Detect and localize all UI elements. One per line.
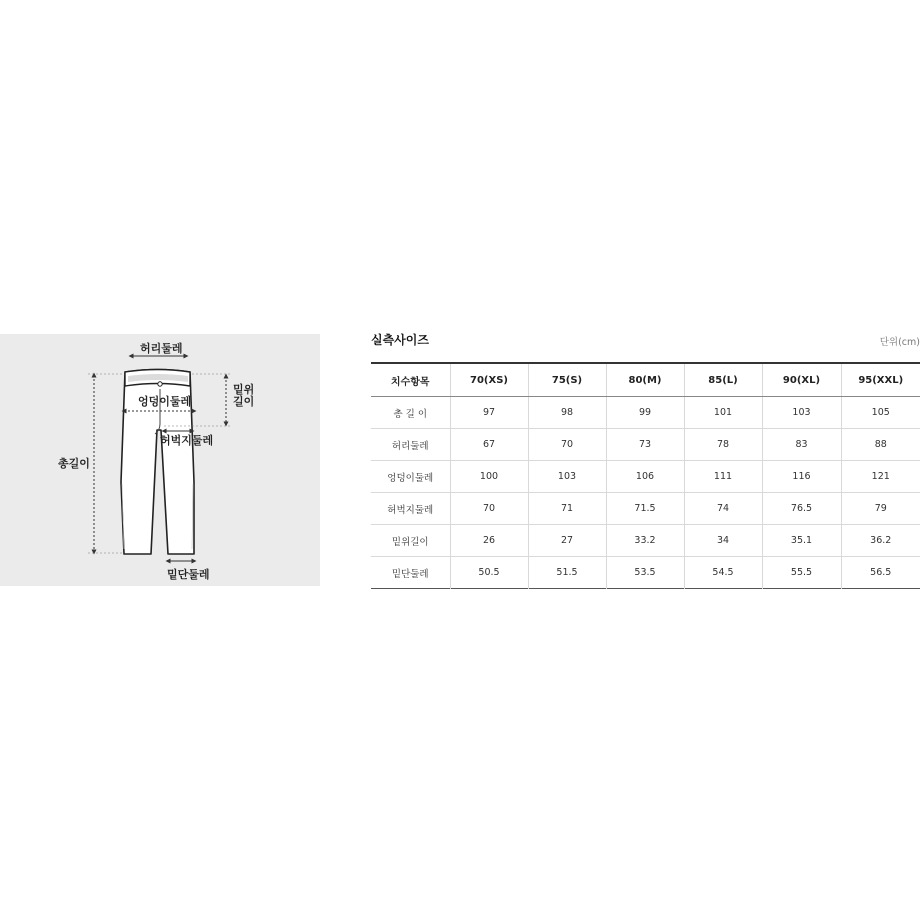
table-header-row <box>371 363 920 397</box>
row-label: 밑단둘레 <box>391 568 429 580</box>
table-cell: 83 <box>762 429 841 461</box>
table-cell: 56.5 <box>841 557 920 589</box>
table-cell: 26 <box>450 525 528 557</box>
table-cell: 88 <box>841 429 920 461</box>
table-cell: 50.5 <box>450 557 528 589</box>
table-cell: 76.5 <box>762 493 841 525</box>
table-cell: 101 <box>684 397 762 429</box>
size-table <box>371 362 920 589</box>
rise-label-top: 밑위 <box>233 383 255 396</box>
table-cell: 97 <box>450 397 528 429</box>
header-cell: 치수항목 <box>371 363 450 397</box>
hip-label: 엉덩이둘레 <box>138 395 192 408</box>
row-label: 허리둘레 <box>371 429 450 461</box>
table-row <box>371 461 920 493</box>
table-row <box>371 525 920 557</box>
table-cell: 71 <box>528 493 606 525</box>
table-cell: 51.5 <box>528 557 606 589</box>
table-cell: 121 <box>841 461 920 493</box>
table-cell: 79 <box>841 493 920 525</box>
table-cell: 98 <box>528 397 606 429</box>
table-cell: 70 <box>528 429 606 461</box>
table-cell: 34 <box>684 525 762 557</box>
table-cell: 73 <box>606 429 684 461</box>
table-row <box>371 493 920 525</box>
table-cell: 54.5 <box>684 557 762 589</box>
header-cell: 85(L) <box>684 363 762 397</box>
row-label: 밑위길이 <box>371 525 450 557</box>
table-cell: 111 <box>684 461 762 493</box>
unit-label: 단위(cm) <box>879 337 920 348</box>
hem-label: 밑단둘레 <box>167 568 210 581</box>
table-cell: 55.5 <box>762 557 841 589</box>
row-label: 허벅지둘레 <box>371 493 450 525</box>
table-cell: 67 <box>450 429 528 461</box>
table-cell: 70 <box>450 493 528 525</box>
measurement-diagram <box>0 334 320 586</box>
table-cell: 27 <box>528 525 606 557</box>
table-cell: 103 <box>528 461 606 493</box>
table-cell: 78 <box>684 429 762 461</box>
table-cell: 105 <box>841 397 920 429</box>
waist-label: 허리둘레 <box>140 342 183 355</box>
table-cell: 71.5 <box>606 493 684 525</box>
table-cell: 106 <box>606 461 684 493</box>
header-cell: 90(XL) <box>762 363 841 397</box>
header-cell: 95(XXL) <box>841 363 920 397</box>
row-label: 총 길 이 <box>371 397 450 429</box>
pants-outline-icon <box>0 334 320 586</box>
table-cell: 74 <box>684 493 762 525</box>
table-cell: 33.2 <box>606 525 684 557</box>
size-chart-title: 실측사이즈 <box>371 333 429 347</box>
table-cell: 99 <box>606 397 684 429</box>
header-cell: 70(XS) <box>450 363 528 397</box>
row-label: 엉덩이둘레 <box>371 461 450 493</box>
table-row <box>371 397 920 429</box>
header-cell: 80(M) <box>606 363 684 397</box>
total-length-label: 총길이 <box>58 457 90 470</box>
rise-label-bottom: 길이 <box>233 395 255 408</box>
table-cell: 100 <box>450 461 528 493</box>
table-cell: 116 <box>762 461 841 493</box>
header-cell: 75(S) <box>528 363 606 397</box>
table-row <box>371 429 920 461</box>
table-cell: 36.2 <box>841 525 920 557</box>
table-cell: 53.5 <box>606 557 684 589</box>
table-cell: 35.1 <box>762 525 841 557</box>
thigh-label: 허벅지둘레 <box>160 434 214 447</box>
table-cell: 103 <box>762 397 841 429</box>
table-row <box>371 557 920 589</box>
